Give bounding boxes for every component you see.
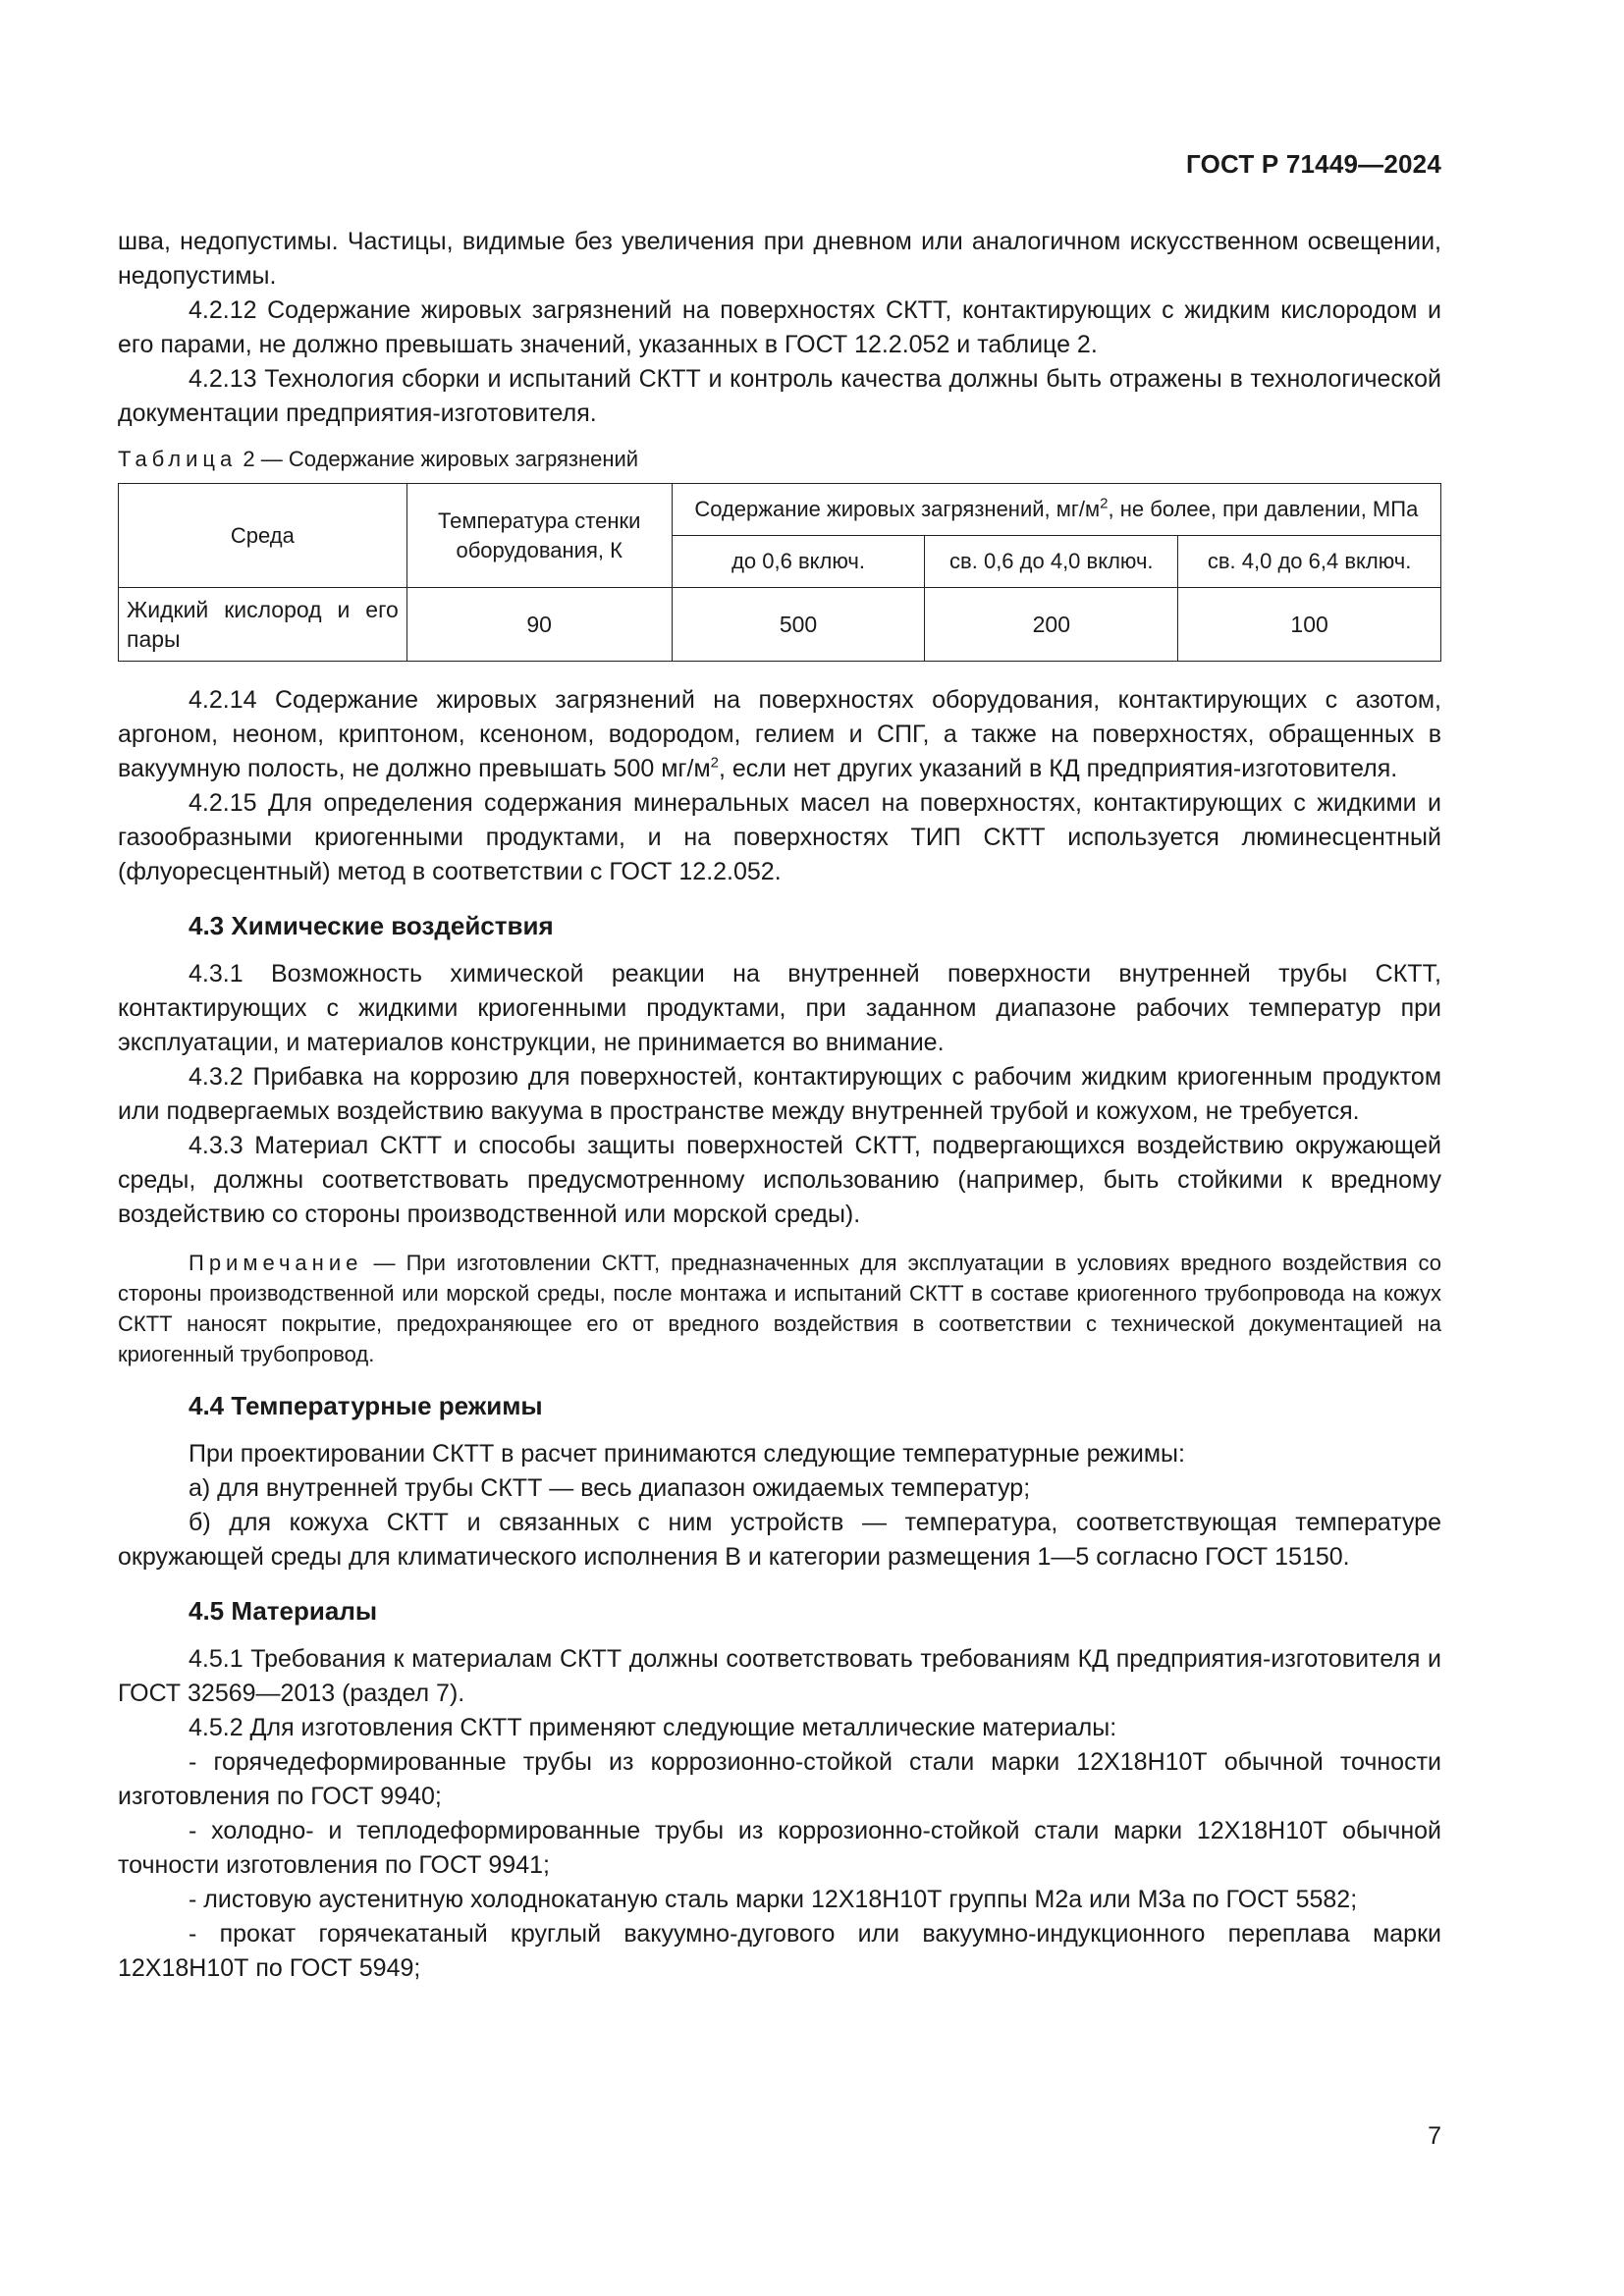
- paragraph-4-5-2: 4.5.2 Для изготовления СКТТ применяют следующие металлические материалы:: [189, 1714, 1117, 1741]
- page-number: 7: [1428, 2122, 1441, 2150]
- header-group-suffix: , не более, при давлении, МПа: [1108, 497, 1419, 521]
- header-medium: Среда: [119, 484, 407, 588]
- document-header-id: ГОСТ Р 71449—2024: [1186, 149, 1441, 179]
- header-contamination-group: [672, 484, 1440, 536]
- paragraph-4-3-1: 4.3.1 Возможность химической реакции на внутренней поверхности внутренней трубы СКТТ, контактирующих с жидкими криогенными продуктами, при заданном диапазоне рабочих температур при эксплуатации, и материалов конструкции, не принимается во внимание.: [118, 960, 1441, 1056]
- section-title-4-4: 4.4 Температурные режимы: [189, 1391, 543, 1420]
- cell-medium: Жидкий кислород и его пары: [119, 588, 407, 662]
- header-wall-temperature: Температура стенки оборудования, К: [406, 484, 672, 588]
- list-item: - листовую аустенитную холоднокатаную сталь марки 12Х18Н10Т группы М2а или М3а по ГОСТ 5582;: [189, 1886, 1358, 1913]
- list-item: - прокат горячекатаный круглый вакуумно-дугового или вакуумно-индукционного переплава марки 12Х18Н10Т по ГОСТ 5949;: [118, 1920, 1441, 1982]
- table-header-row: [119, 484, 1441, 536]
- list-item-4-4-a: а) для внутренней трубы СКТТ — весь диапазон ожидаемых температур;: [189, 1474, 1031, 1502]
- cell-temperature: 90: [406, 588, 672, 662]
- note-label: Примечание: [189, 1251, 363, 1275]
- header-group-prefix: Содержание жировых загрязнений, мг/м: [694, 497, 1101, 521]
- paragraph-continuation: шва, недопустимы. Частицы, видимые без увеличения при дневном или аналогичном искусственном освещении, недопустимы.: [118, 228, 1441, 290]
- paragraph-4-2-14-before: 4.2.14 Содержание жировых загрязнений на поверхностях оборудования, контактирующих с азотом, аргоном, неоном, криптоном, ксеноном, водородом, гелием и СПГ, а также на поверхностях, обращенных в вакуумную полость, не должно превышать 500 мг/м: [118, 686, 1441, 782]
- section-title-4-3: 4.3 Химические воздействия: [189, 911, 554, 940]
- subheader-pressure-2: св. 0,6 до 4,0 включ.: [925, 536, 1178, 588]
- note: [118, 1248, 1441, 1369]
- table-caption-word: Таблица: [118, 447, 238, 471]
- table-caption-title: 2 — Содержание жировых загрязнений: [237, 447, 639, 471]
- paragraph-4-5-1: 4.5.1 Требования к материалам СКТТ должны соответствовать требованиям КД предприятия-изготовителя и ГОСТ 32569—2013 (раздел 7).: [118, 1645, 1441, 1707]
- paragraph-4-2-13: 4.2.13 Технология сборки и испытаний СКТТ и контроль качества должны быть отражены в технологической документации предприятия-изготовителя.: [118, 365, 1441, 427]
- subheader-pressure-3: св. 4,0 до 6,4 включ.: [1178, 536, 1441, 588]
- list-item: - холодно- и теплодеформированные трубы из коррозионно-стойкой стали марки 12Х18Н10Т обычной точности изготовления по ГОСТ 9941;: [118, 1817, 1441, 1879]
- cell-value-2: 200: [925, 588, 1178, 662]
- paragraph-4-2-14-after: , если нет других указаний в КД предприятия-изготовителя.: [719, 755, 1398, 782]
- table-caption: [118, 442, 1441, 476]
- paragraph-4-3-2: 4.3.2 Прибавка на коррозию для поверхностей, контактирующих с рабочим жидким криогенным продуктом или подвергаемых воздействию вакуума в пространстве между внутренней трубой и кожухом, не требуется.: [118, 1063, 1441, 1125]
- paragraph-4-2-14: [118, 683, 1441, 786]
- list-item-4-4-b: б) для кожуха СКТТ и связанных с ним устройств — температура, соответствующая температуре окружающей среды для климатического исполнения В и категории размещения 1—5 согласно ГОСТ 15150.: [118, 1509, 1441, 1571]
- paragraph-4-3-3: 4.3.3 Материал СКТТ и способы защиты поверхностей СКТТ, подвергающихся воздействию окружающей среды, должны соответствовать предусмотренному использованию (например, быть стойкими к вредному воздействию со стороны производственной или морской среды).: [118, 1132, 1441, 1228]
- cell-value-3: 100: [1178, 588, 1441, 662]
- header-group-sup: 2: [1100, 495, 1109, 512]
- cell-value-1: 500: [672, 588, 925, 662]
- section-title-4-5: 4.5 Материалы: [189, 1596, 378, 1626]
- paragraph-4-2-12: 4.2.12 Содержание жировых загрязнений на поверхностях СКТТ, контактирующих с жидким кислородом и его парами, не должно превышать значений, указанных в ГОСТ 12.2.052 и таблице 2.: [118, 296, 1441, 358]
- paragraph-4-2-15: 4.2.15 Для определения содержания минеральных масел на поверхностях, контактирующих с жидкими и газообразными криогенными продуктами, и на поверхностях ТИП СКТТ используется люминесцентный (флуоресцентный) метод в соответствии с ГОСТ 12.2.052.: [118, 789, 1441, 885]
- page-content: [118, 225, 1441, 1986]
- subheader-pressure-1: до 0,6 включ.: [672, 536, 925, 588]
- note-text: — При изготовлении СКТТ, предназначенных для эксплуатации в условиях вредного воздействия со стороны производственной или морской среды, после монтажа и испытаний СКТТ в составе криогенного трубопровода на кожух СКТТ наносят покрытие, предохраняющее его от вредного воздействия в соответствии с технической документацией на криогенный трубопровод.: [118, 1251, 1441, 1366]
- fat-contamination-table: [118, 483, 1441, 662]
- list-item: - горячедеформированные трубы из коррозионно-стойкой стали марки 12Х18Н10Т обычной точности изготовления по ГОСТ 9940;: [118, 1748, 1441, 1810]
- paragraph-4-4-intro: При проектировании СКТТ в расчет принимаются следующие температурные режимы:: [189, 1440, 1185, 1468]
- paragraph-4-2-14-sup: 2: [710, 754, 719, 772]
- table-row: [119, 588, 1441, 662]
